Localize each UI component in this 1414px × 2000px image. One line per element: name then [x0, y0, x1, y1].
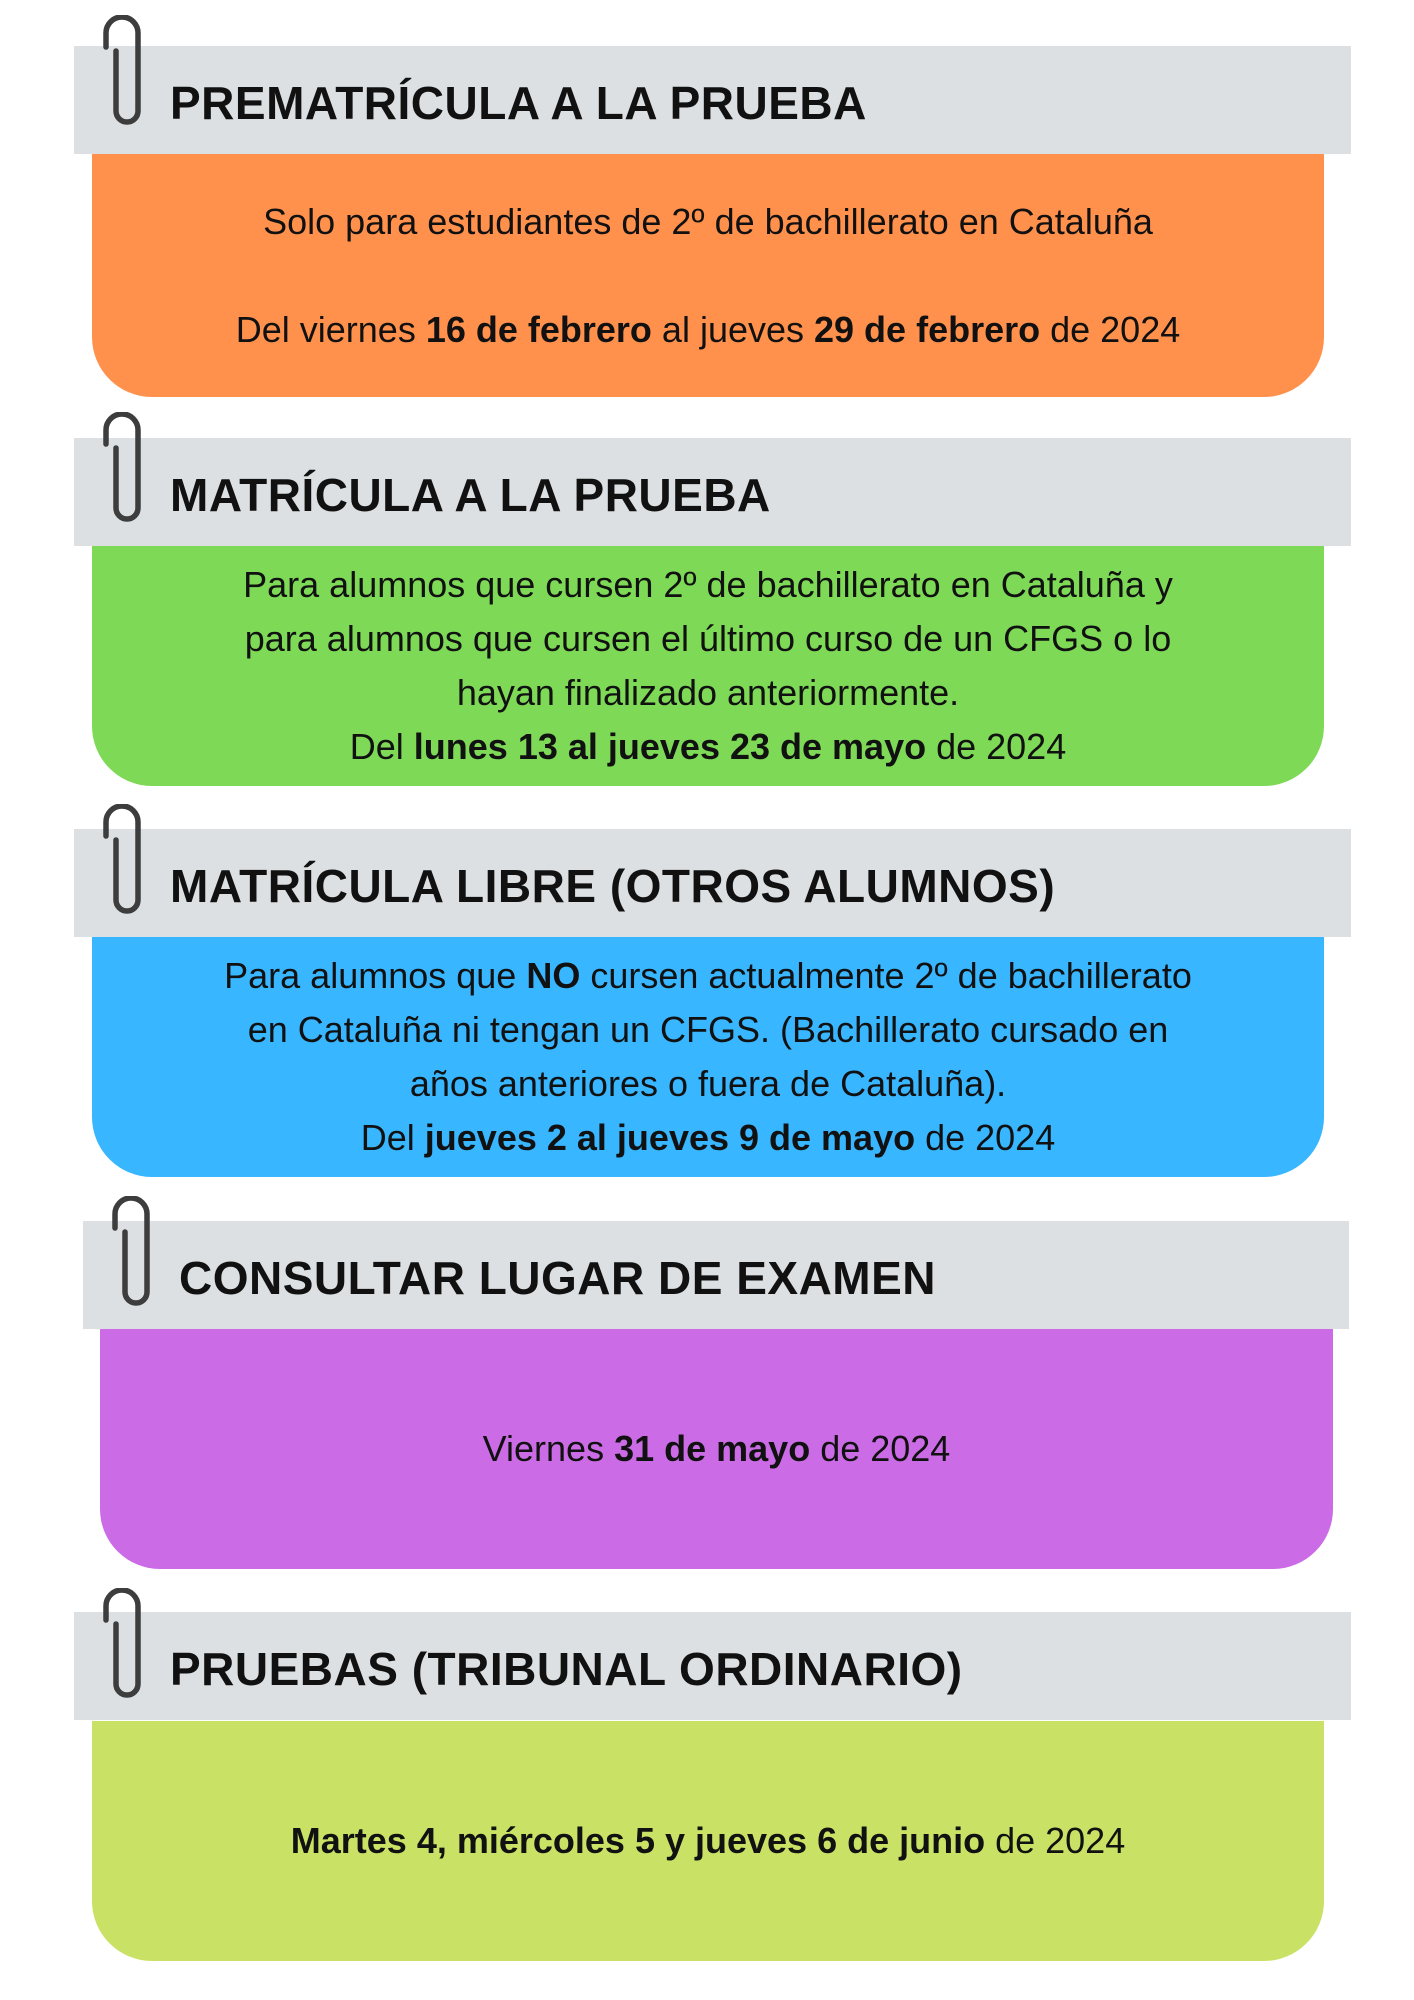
section-title: MATRÍCULA LIBRE (OTROS ALUMNOS) — [170, 860, 1056, 912]
section-title: PREMATRÍCULA A LA PRUEBA — [170, 77, 867, 129]
paperclip-icon — [111, 1196, 153, 1308]
card-line: años anteriores o fuera de Cataluña). — [409, 1063, 1007, 1104]
card-line: Para alumnos que NO cursen actualmente 2º de bachillerato — [224, 955, 1192, 996]
card-line-dates: Del lunes 13 al jueves 23 de mayo de 2024 — [349, 726, 1067, 767]
card-line-dates: Viernes 31 de mayo de 2024 — [482, 1428, 951, 1469]
section-card-prematricula — [92, 154, 1324, 397]
card-line-dates: Del jueves 2 al jueves 9 de mayo de 2024 — [360, 1117, 1056, 1158]
card-line-dates: Del viernes 16 de febrero al jueves 29 de febrero de 2024 — [235, 308, 1181, 350]
section-header-matricula — [74, 438, 1351, 546]
section-card-matricula — [92, 546, 1324, 786]
paperclip-icon — [102, 15, 144, 127]
section-title: MATRÍCULA A LA PRUEBA — [170, 469, 771, 521]
paperclip-icon — [102, 804, 144, 916]
section-header-matricula-libre — [74, 829, 1351, 937]
card-line: para alumnos que cursen el último curso de un CFGS o lo — [244, 618, 1172, 659]
section-header-prematricula — [74, 46, 1351, 154]
section-header-lugar-examen — [83, 1221, 1349, 1329]
card-line: Para alumnos que cursen 2º de bachillerato en Cataluña y — [243, 564, 1173, 605]
paperclip-icon — [102, 412, 144, 524]
section-card-lugar-examen — [100, 1329, 1333, 1569]
card-line: hayan finalizado anteriormente. — [456, 672, 960, 713]
section-header-pruebas — [74, 1612, 1351, 1720]
card-line: en Cataluña ni tengan un CFGS. (Bachillerato cursado en — [247, 1009, 1169, 1050]
section-card-matricula-libre — [92, 937, 1324, 1177]
card-line: Solo para estudiantes de 2º de bachillerato en Cataluña — [263, 200, 1153, 242]
section-card-pruebas — [92, 1721, 1324, 1961]
card-line-dates: Martes 4, miércoles 5 y jueves 6 de junio de 2024 — [290, 1820, 1126, 1861]
section-title: CONSULTAR LUGAR DE EXAMEN — [179, 1252, 937, 1304]
section-title: PRUEBAS (TRIBUNAL ORDINARIO) — [170, 1643, 963, 1695]
paperclip-icon — [102, 1588, 144, 1700]
